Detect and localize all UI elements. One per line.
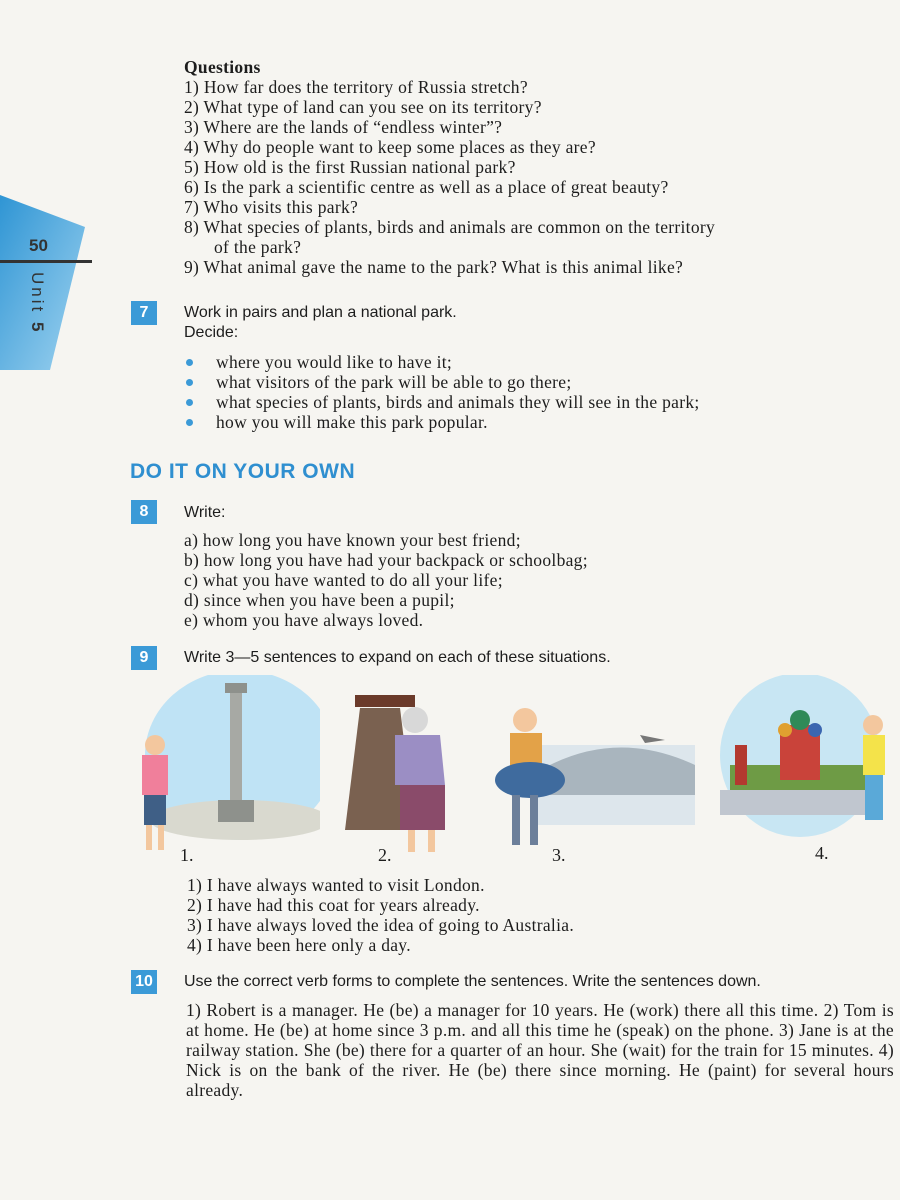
unit-word: Unit: [28, 272, 47, 315]
exercise-8-instruction: Write:: [184, 504, 226, 521]
list-item: e) whom you have always loved.: [184, 610, 424, 630]
exercise-10-instruction: Use the correct verb forms to complete the sentences. Write the sentences down.: [184, 973, 761, 990]
section-heading: DO IT ON YOUR OWN: [130, 460, 356, 483]
page-number: 50: [29, 236, 48, 255]
question: 1) How far does the territory of Russia stretch?: [184, 77, 528, 97]
list-item: 2) I have had this coat for years already.: [187, 895, 480, 915]
exercise-number-10: 10: [131, 970, 157, 994]
illustration-london-column: [130, 675, 320, 860]
question: 8) What species of plants, birds and animals are common on the territory: [184, 217, 716, 237]
exercise-10-text: 1) Robert is a manager. He (be) a manager for 10 years. He (work) there all this time. 2) Tom is at home. He (be) at home since 3 p.m. and all this time he (speak) on the phone. 3) Jane is at the railway station. She (be) there for a quarter of an hour. She (wait) for the train for 15 minutes. 4) Nick is on the bank of the river. He (be) there since morning. He (paint) for several hours already.: [186, 1000, 894, 1100]
exercise-number-7: 7: [131, 301, 157, 325]
bullet-item: what visitors of the park will be able to go there;: [184, 372, 700, 392]
question: 2) What type of land can you see on its territory?: [184, 97, 542, 117]
unit-number: 5: [28, 321, 47, 335]
question: 7) Who visits this park?: [184, 197, 359, 217]
bullet-item: how you will make this park popular.: [184, 412, 700, 432]
list-item: 4) I have been here only a day.: [187, 935, 411, 955]
list-item: c) what you have wanted to do all your life;: [184, 570, 503, 590]
illustration-red-square: [720, 675, 895, 860]
list-item: d) since when you have been a pupil;: [184, 590, 455, 610]
question-continued: of the park?: [214, 237, 302, 257]
exercise-number-9: 9: [131, 646, 157, 670]
list-item: a) how long you have known your best friend;: [184, 530, 521, 550]
picture-label: 2.: [378, 845, 392, 865]
question: 3) Where are the lands of “endless winter”?: [184, 117, 503, 137]
list-item: 1) I have always wanted to visit London.: [187, 875, 485, 895]
list-item: b) how long you have had your backpack or schoolbag;: [184, 550, 588, 570]
exercise-7: [184, 303, 457, 343]
questions-title: Questions: [184, 57, 261, 77]
exercise-number-8: 8: [131, 500, 157, 524]
bullet-item: what species of plants, birds and animals they will see in the park;: [184, 392, 700, 412]
illustration-woman-coat: [340, 690, 460, 860]
list-item: 3) I have always loved the idea of going to Australia.: [187, 915, 574, 935]
picture-label: 4.: [815, 843, 829, 863]
picture-label: 1.: [180, 845, 194, 865]
question: 5) How old is the first Russian national park?: [184, 157, 516, 177]
question: 6) Is the park a scientific centre as well as a place of great beauty?: [184, 177, 669, 197]
exercise-9-instruction: Write 3—5 sentences to expand on each of these situations.: [184, 649, 611, 666]
questions-block: [184, 57, 715, 277]
bullet-item: where you would like to have it;: [184, 352, 700, 372]
picture-label: 3.: [552, 845, 566, 865]
exercise-7-instruction: Work in pairs and plan a national park.: [184, 304, 457, 321]
exercise-7-decide: Decide:: [184, 324, 239, 341]
question: 9) What animal gave the name to the park? What is this animal like?: [184, 257, 684, 277]
exercise-8-list: [184, 530, 588, 630]
exercise-7-list: [184, 352, 700, 432]
exercise-9-list: [187, 875, 574, 955]
question: 4) Why do people want to keep some places as they are?: [184, 137, 596, 157]
illustration-boy-airport: [490, 695, 700, 860]
unit-tab-shape: [0, 195, 100, 375]
unit-label: [27, 272, 47, 334]
